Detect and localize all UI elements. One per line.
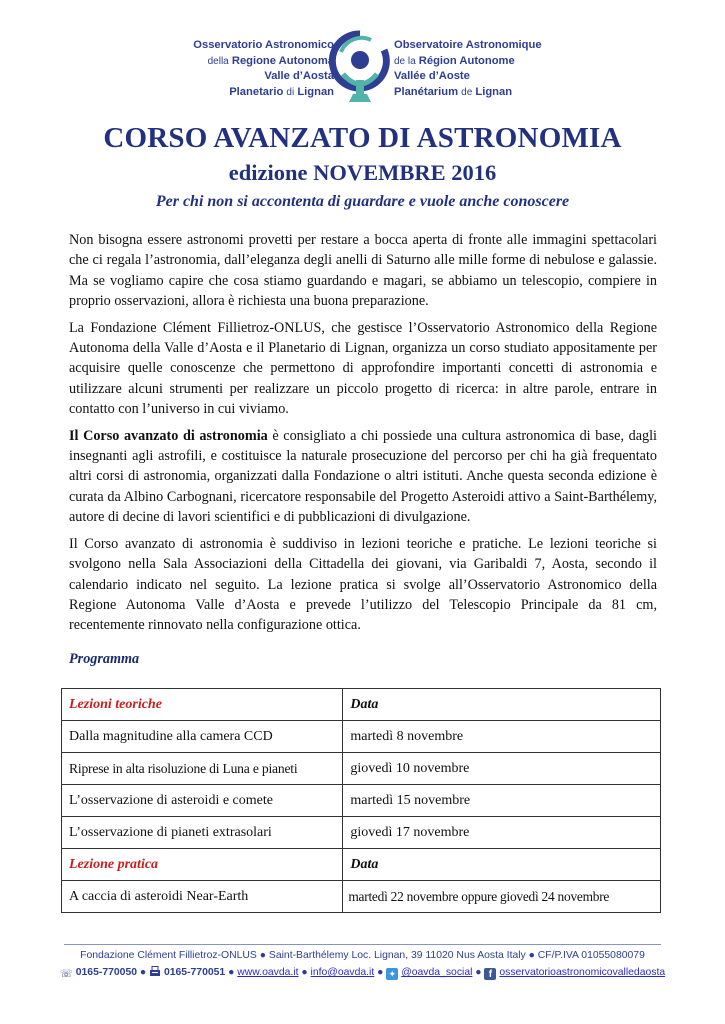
lesson-topic: L’osservazione di pianeti extrasolari [62,817,343,849]
logo-line: Vallée d’Aoste [394,70,470,82]
page-subtitle: edizione NOVEMBRE 2016 [228,160,497,185]
logo-line: de la Région Autonome [394,54,515,67]
bullet-separator: ● [228,967,235,978]
bullet-separator: ● [377,967,384,978]
programma-heading: Programma [69,651,140,667]
fax-number: 0165-770051 [163,967,226,978]
website-link[interactable]: www.oavda.it [237,967,299,978]
observatory-logo-icon [329,30,391,104]
bullet-separator: ● [139,967,147,978]
table-row [62,721,661,753]
logo-line: della Regione Autonoma [207,54,334,67]
logo-text-italian [193,38,334,100]
lesson-date: martedì 15 novembre [343,785,661,817]
lesson-date: martedì 22 novembre oppure giovedì 24 novembre [343,881,661,913]
twitter-link[interactable]: @oavda_social [401,967,473,978]
paragraph: Il Corso avanzato di astronomia è suddiviso in lezioni teoriche e pratiche. Le lezioni teoriche si svolgono nella Sala Associazioni della Cittadella dei giovani, via Garibaldi 7, Aosta, secondo il calendario indicato nel seguito. La lezione pratica si svolge all’Osservatorio Astronomico della Regione Autonoma Valle d’Aosta e prevede l’utilizzo del Telescopio Principale da 81 cm, recentemente rinnovato nella configurazione ottica. [69,535,657,634]
lesson-date: giovedì 10 novembre [343,753,661,785]
date-header: Data [343,849,661,881]
page-header [0,30,725,110]
lesson-topic: L’osservazione di asteroidi e comete [62,785,343,817]
logo-line: Valle d’Aosta [264,70,334,82]
bullet-separator: ● [475,967,482,978]
lesson-topic: Riprese in alta risoluzione di Luna e pianeti [62,753,343,785]
logo-line: Osservatorio Astronomico [193,39,334,51]
lesson-topic: A caccia di asteroidi Near-Earth [62,881,343,913]
phone-icon: ☏ [59,969,73,980]
facebook-link[interactable]: osservatorioastronomicovalledaosta [499,967,666,978]
phone-number: 0165-770050 [75,967,137,978]
footer-contacts [0,966,725,980]
date-header: Data [343,689,661,721]
schedule-table [61,688,661,913]
footer-divider [64,944,661,945]
twitter-icon: ✦ [386,968,398,980]
logo-line: Observatoire Astronomique [394,39,542,51]
course-name-bold: Il Corso avanzato di astronomia [69,427,268,444]
table-row [62,753,661,785]
facebook-icon: f [484,968,496,980]
table-row [62,785,661,817]
page-title: CORSO AVANZATO DI ASTRONOMIA [103,122,622,154]
practice-header: Lezione pratica [62,849,343,881]
lesson-date: martedì 8 novembre [343,721,661,753]
footer-address: Fondazione Clément Fillietroz-ONLUS ● Saint-Barthélemy Loc. Lignan, 39 11020 Nus Aosta Italy ● CF/P.IVA 01055080079 [80,950,645,961]
logo-line: Planétarium de Lignan [394,85,513,98]
table-header-row [62,849,661,881]
paragraph: Non bisogna essere astronomi provetti per restare a bocca aperta di fronte alle immagini spettacolari che ci regala l’astronomia, dall’eleganza degli anelli di Saturno alle mille forme di nebulose e galassie. Ma se vogliamo capire che cosa stiamo guardando e magari, se abbiamo un telescopio, compiere in proprio osservazioni, allora è richiesta una buona preparazione. [69,232,657,310]
paragraph: La Fondazione Clément Fillietroz-ONLUS, che gestisce l’Osservatorio Astronomico della Regione Autonoma della Valle d’Aosta e il Planetario di Lignan, organizza un corso studiato appositamente per acquisire quelle conoscenze che permettono di approfondire importanti concetti di astronomia e utilizzare alcuni strumenti per realizzare un piccolo progetto di ricerca: in altre parole, entrare in contatto con l’universo in cui viviamo. [69,319,657,418]
lesson-topic: Dalla magnitudine alla camera CCD [62,721,343,753]
bullet-separator: ● [301,967,308,978]
page-tagline: Per chi non si accontenta di guardare e vuole anche conoscere [155,193,570,210]
paragraph: Il Corso avanzato di astronomia è consigliato a chi possiede una cultura astronomica di base, dagli insegnanti agli astrofili, e costituisce la naturale prosecuzione del percorso per chi ha già frequentato altri corsi di astronomia, organizzati dalla Fondazione o altri istituti. Anche questa seconda edizione è curata da Albino Carbognani, ricercatore responsabile del Progetto Asteroidi attivo a Saint-Barthélemy, autore di decine di lavori scientifici e di pubblicazioni di divulgazione. [69,427,657,526]
table-row [62,817,661,849]
logo-line: Planetario di Lignan [229,85,334,98]
logo-text-french [394,38,542,100]
email-link[interactable]: info@oavda.it [310,967,375,978]
table-header-row [62,689,661,721]
table-row [62,881,661,913]
theory-header: Lezioni teoriche [62,689,343,721]
lesson-date: giovedì 17 novembre [343,817,661,849]
fax-icon [149,966,161,977]
body-text [69,230,657,642]
